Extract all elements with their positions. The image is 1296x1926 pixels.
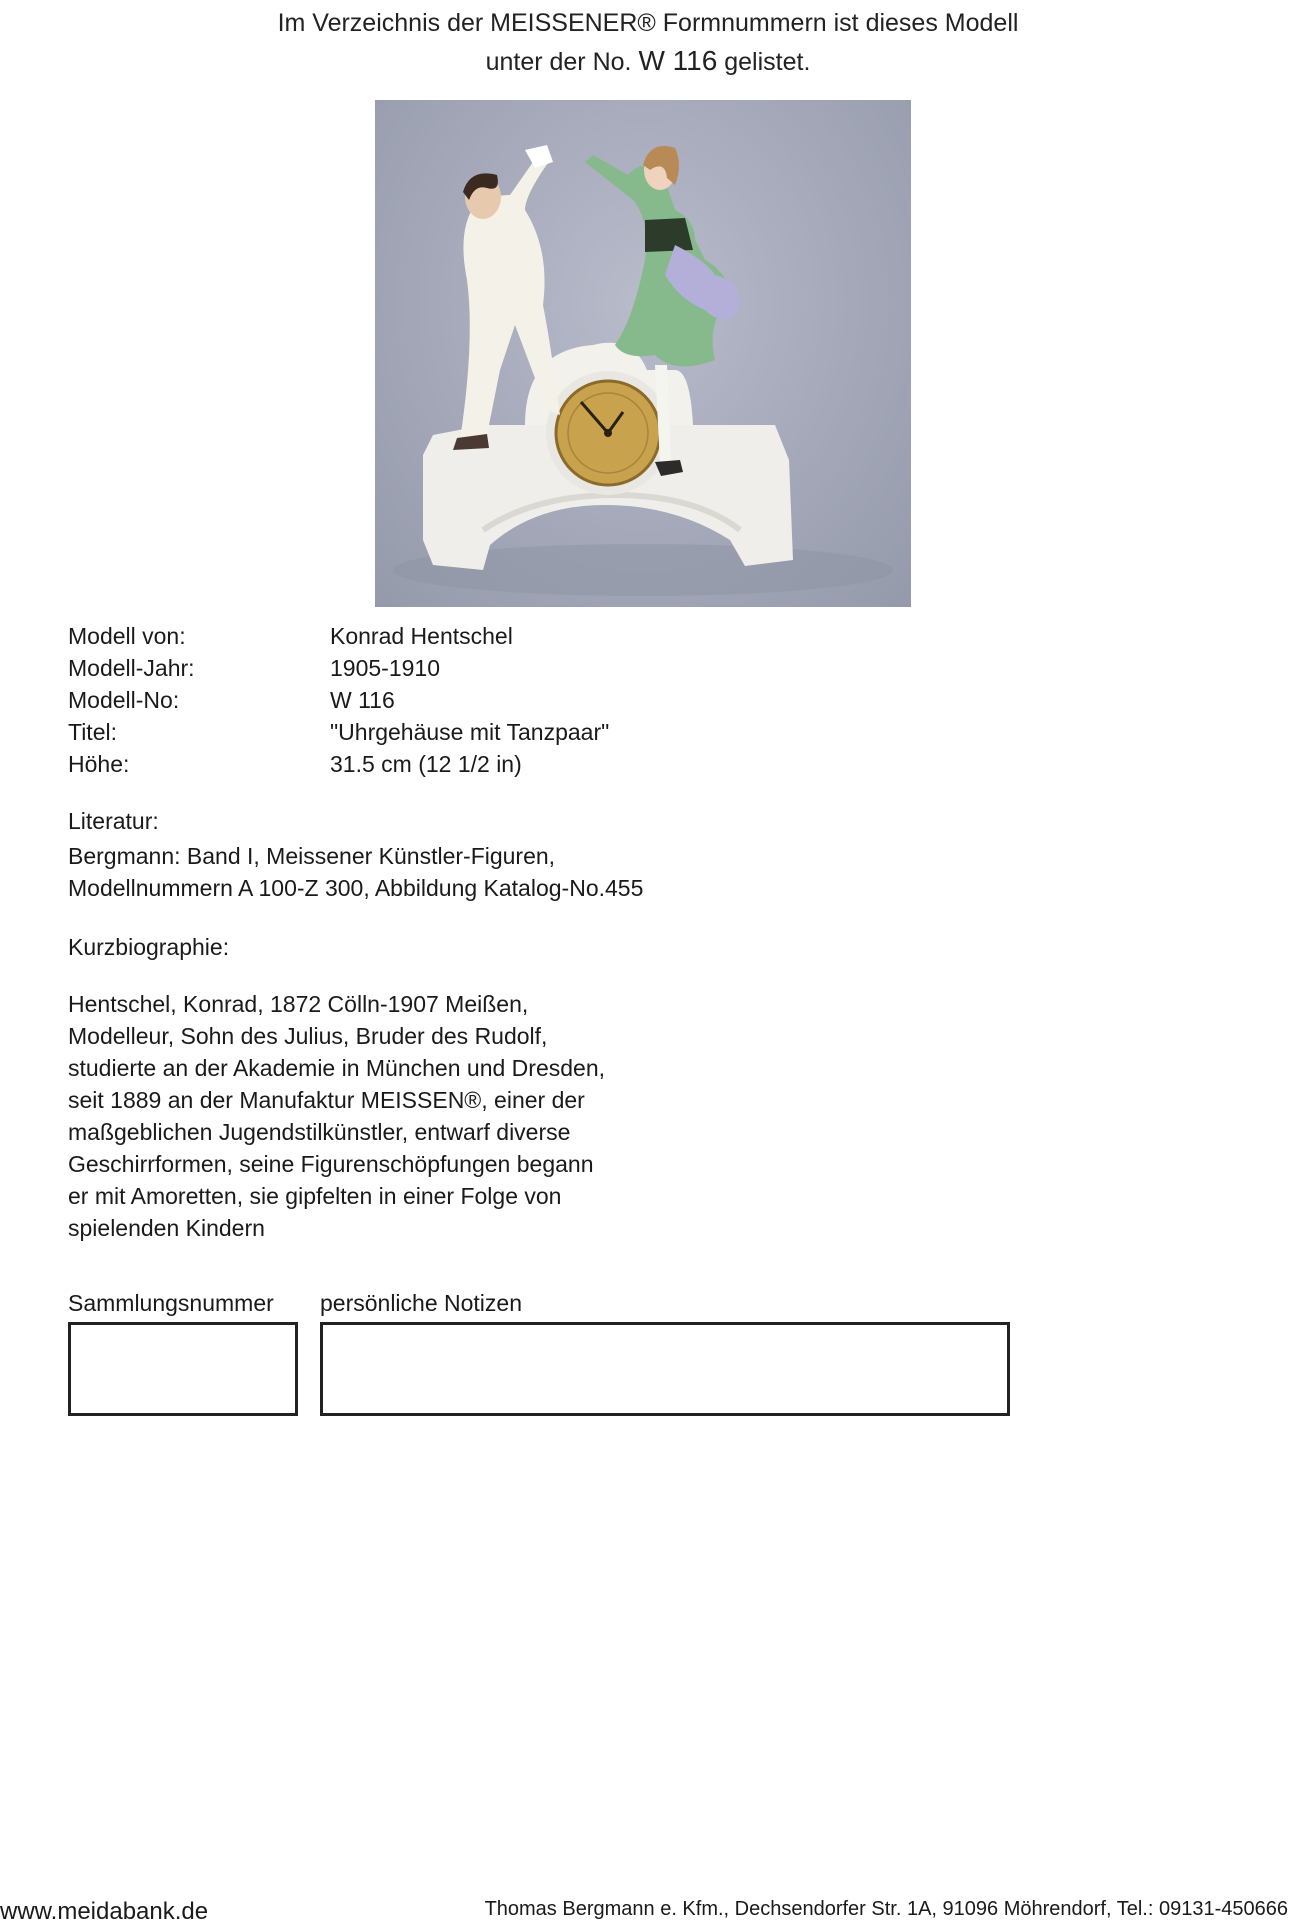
- page-header: [0, 4, 1296, 81]
- detail-row-height: [68, 748, 609, 780]
- detail-label: Modell-No:: [68, 687, 180, 713]
- literatur-title: Literatur:: [68, 808, 159, 834]
- literatur-line: Modellnummern A 100-Z 300, Abbildung Katalog-No.455: [68, 875, 644, 901]
- biography-line: Geschirrformen, seine Figurenschöpfungen begann: [68, 1151, 594, 1177]
- biography-line: maßgeblichen Jugendstilkünstler, entwarf diverse: [68, 1119, 571, 1145]
- collection-number-label: Sammlungsnummer: [68, 1290, 274, 1316]
- product-photo: [375, 100, 911, 607]
- biography-line: Hentschel, Konrad, 1872 Cölln-1907 Meißen,: [68, 991, 529, 1017]
- detail-label: Höhe:: [68, 751, 130, 777]
- detail-row-author: [68, 620, 609, 652]
- header-line-2: [0, 42, 1296, 81]
- collection-number-field[interactable]: [68, 1322, 298, 1416]
- biography-line: spielenden Kindern: [68, 1215, 265, 1241]
- literatur-line: Bergmann: Band I, Meissener Künstler-Figuren,: [68, 843, 556, 869]
- biography-line: Modelleur, Sohn des Julius, Bruder des Rudolf,: [68, 1023, 548, 1049]
- detail-row-model-no: [68, 684, 609, 716]
- header-line-1: Im Verzeichnis der MEISSENER® Formnummern ist dieses Modell: [277, 9, 1019, 37]
- website-link[interactable]: www.meidabank.de: [0, 1898, 209, 1925]
- literatur-text: [68, 840, 643, 904]
- biography-line: seit 1889 an der Manufaktur MEISSEN®, einer der: [68, 1087, 585, 1113]
- header-prefix: unter der No.: [485, 48, 632, 76]
- detail-value: "Uhrgehäuse mit Tanzpaar": [330, 719, 610, 745]
- detail-row-year: [68, 652, 609, 684]
- porcelain-clock-illustration: [375, 100, 911, 607]
- header-suffix: gelistet.: [724, 48, 811, 76]
- header-model-number: W 116: [638, 45, 718, 76]
- footer-address: Thomas Bergmann e. Kfm., Dechsendorfer Str. 1A, 91096 Möhrendorf, Tel.: 09131-450666: [484, 1898, 1288, 1920]
- detail-label: Modell von:: [68, 623, 186, 649]
- biography-text: [68, 988, 605, 1244]
- biography-line: er mit Amoretten, sie gipfelten in einer Folge von: [68, 1183, 562, 1209]
- biography-title: Kurzbiographie:: [68, 934, 230, 960]
- detail-label: Modell-Jahr:: [68, 655, 195, 681]
- notes-field[interactable]: [320, 1322, 1010, 1416]
- detail-value: W 116: [330, 687, 395, 713]
- detail-value: Konrad Hentschel: [330, 623, 513, 649]
- notes-label: persönliche Notizen: [320, 1290, 523, 1316]
- detail-row-title: [68, 716, 609, 748]
- detail-value: 31.5 cm (12 1/2 in): [330, 751, 522, 777]
- detail-label: Titel:: [68, 719, 117, 745]
- model-details: [68, 620, 609, 780]
- biography-line: studierte an der Akademie in München und Dresden,: [68, 1055, 605, 1081]
- detail-value: 1905-1910: [330, 655, 440, 681]
